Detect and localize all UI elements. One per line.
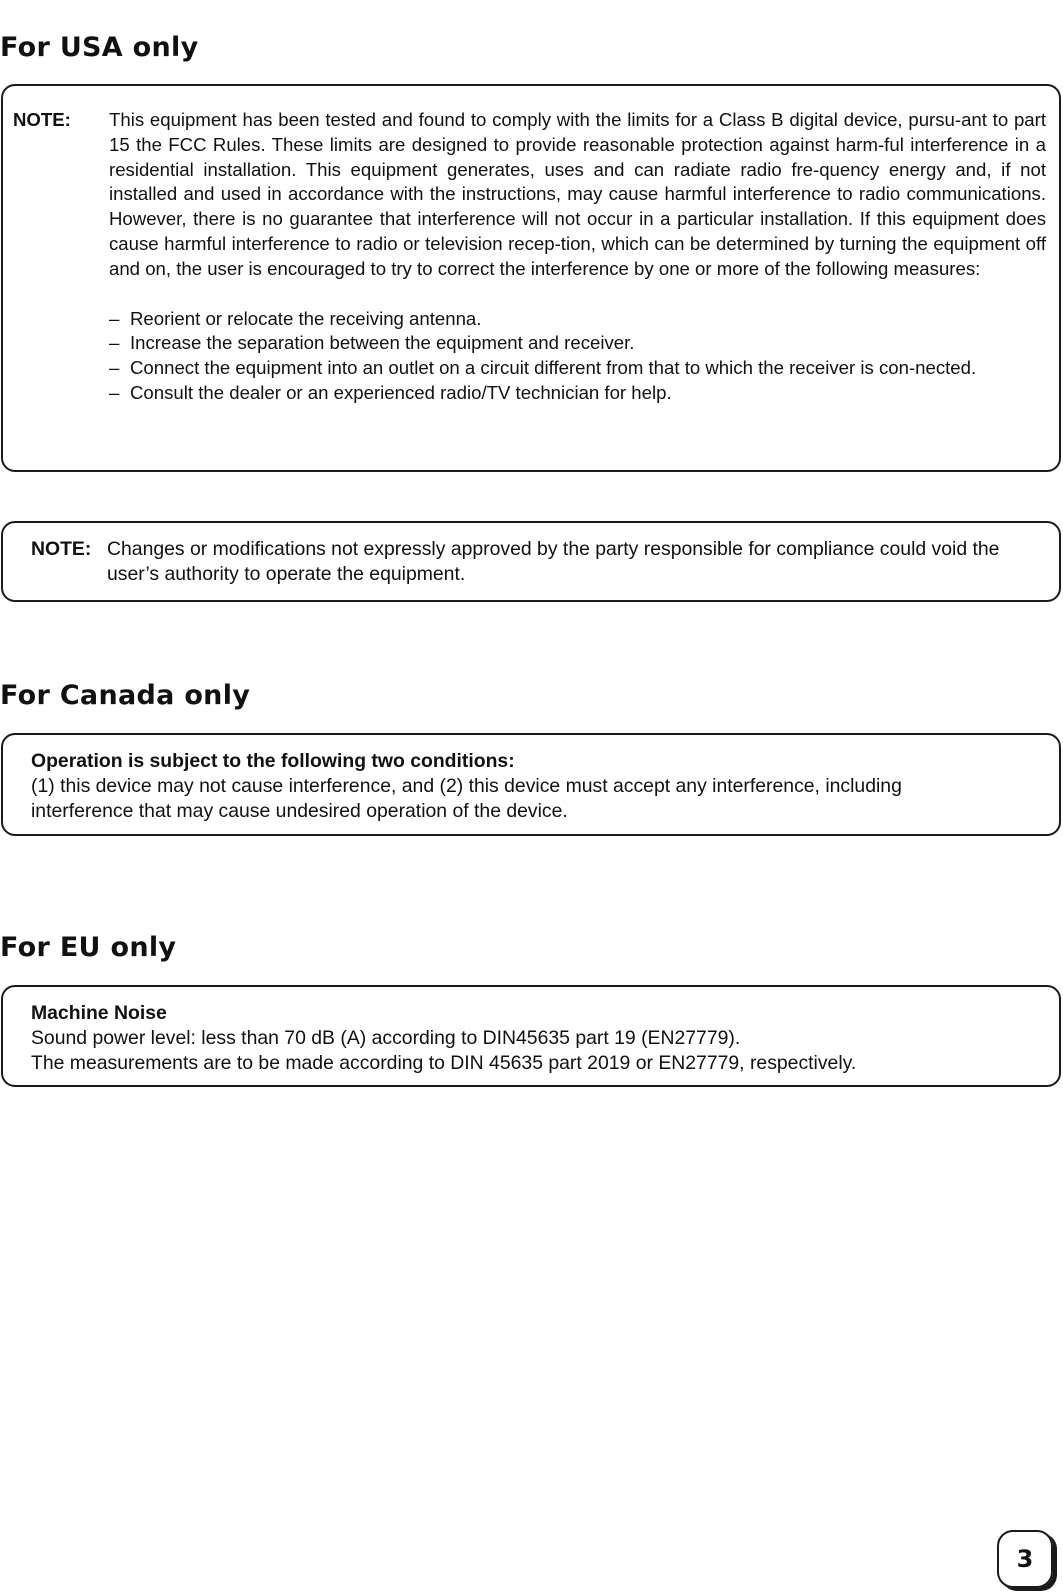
usa-heading: For USA only bbox=[0, 32, 199, 63]
measure-text: Increase the separation between the equipment and receiver. bbox=[130, 332, 635, 354]
measure-text: Consult the dealer or an experienced radio/TV technician for help. bbox=[130, 381, 672, 403]
fcc-notice-body bbox=[109, 108, 1046, 406]
measurements-line: The measurements are to be made according to DIN 45635 part 2019 or EN27779, respectively. bbox=[31, 1052, 857, 1074]
modifications-note-box bbox=[1, 521, 1061, 602]
eu-notice-box bbox=[1, 985, 1061, 1087]
note-label: NOTE: bbox=[31, 538, 92, 560]
measure-text: Reorient or relocate the receiving antenna. bbox=[130, 307, 482, 329]
canada-notice-box bbox=[1, 733, 1061, 836]
dash-bullet: – bbox=[109, 332, 120, 354]
sound-power-line: Sound power level: less than 70 dB (A) according to DIN45635 part 19 (EN27779). bbox=[31, 1027, 741, 1049]
canada-notice-line: interference that may cause undesired operation of the device. bbox=[31, 800, 568, 822]
list-item bbox=[109, 356, 1046, 381]
list-item bbox=[109, 331, 1046, 356]
eu-heading: For EU only bbox=[0, 932, 177, 963]
dash-bullet: – bbox=[109, 357, 120, 379]
canada-notice-line: (1) this device may not cause interference, and (2) this device must accept any interference, including bbox=[31, 775, 902, 797]
modifications-note-text: Changes or modifications not expressly approved by the party responsible for compliance could void the user’s authority to operate the equipment. bbox=[107, 538, 1000, 585]
measure-text: Connect the equipment into an outlet on a circuit different from that to which the receiver is con-nected. bbox=[130, 357, 977, 379]
list-item bbox=[109, 307, 1046, 332]
machine-noise-title: Machine Noise bbox=[31, 1002, 167, 1024]
dash-bullet: – bbox=[109, 307, 120, 329]
note-label: NOTE: bbox=[13, 109, 71, 130]
canada-heading: For Canada only bbox=[0, 680, 251, 711]
fcc-notice-box bbox=[1, 84, 1061, 472]
fcc-notice-paragraph: This equipment has been tested and found to comply with the limits for a Class B digital device, pursu-ant to part 15 the FCC Rules. These limits are designed to provide reasonable protection against harm-ful interference in a residential installation. This equipment generates, uses and can radiate radio fre-quency energy and, if not installed and used in accordance with the instructions, may cause harmful interference to radio communications. However, there is no guarantee that interference will not occur in a particular installation. If this equipment does cause harmful interference to radio or television recep-tion, which can be determined by turning the equipment off and on, the user is encouraged to try to correct the interference by one or more of the following measures: bbox=[109, 109, 1046, 279]
dash-bullet: – bbox=[109, 381, 120, 403]
measures-list bbox=[109, 307, 1046, 406]
page-number: 3 bbox=[997, 1530, 1053, 1588]
canada-notice-title: Operation is subject to the following two conditions: bbox=[31, 750, 515, 772]
list-item bbox=[109, 381, 1046, 406]
